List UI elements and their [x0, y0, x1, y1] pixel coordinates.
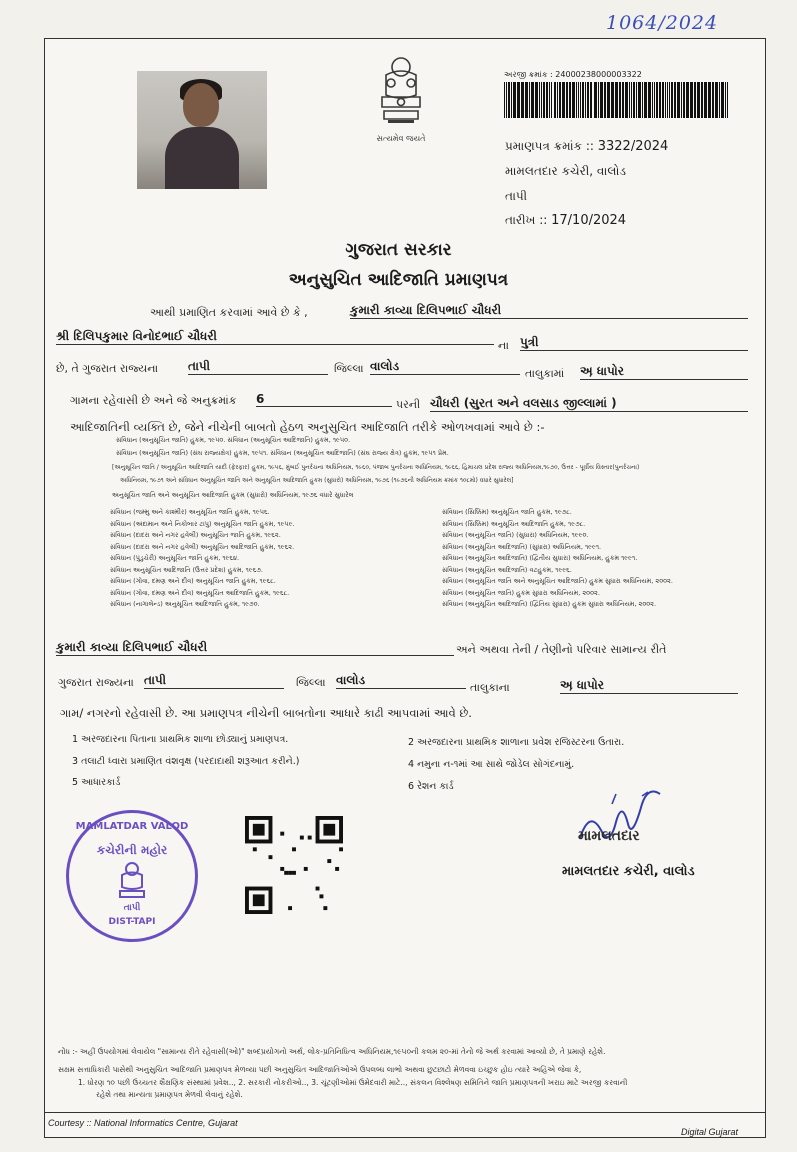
- order-item: સંવિધાન (અંદામાન અને નિકોબાર ટાપુ) અનુસૂચિત જાતિ હુકમ, ૧૯૫૯.: [110, 519, 295, 528]
- tribe-value: ચૌધરી (સુરત અને વલસાડ જીલ્લામાં ): [430, 396, 748, 412]
- footer-note: રહેશે તથા માન્યતા પ્રમાણપત્ર મેળવી લેવાનું રહેશે.: [96, 1090, 243, 1099]
- relation-value: પુત્રી: [520, 335, 748, 351]
- orders-right-column: [442, 508, 762, 612]
- footer-brand: Digital Gujarat: [681, 1127, 739, 1137]
- document-item: 4 નમુના ન-૧માં આ સાથે જોડેલ સોગંદનામું.: [408, 759, 575, 770]
- taluka-label: તાલુકામાં: [525, 367, 565, 380]
- order-item: સંવિધાન (સિક્કિમ) અનુસૂચિત જાતિ હુકમ, ૧૯૭૮.: [442, 508, 572, 516]
- document-item: 2 અરજદારના પ્રાથમિક શાળાના પ્રવેશ રજિસ્ટરના ઉતારા.: [408, 737, 625, 748]
- order-item: સંવિધાન (અનુસૂચિત આદિજાતિ) (દ્વિતિય સુધારા) હુકમ સુધારા અધિનિયમ, ૨૦૦૨.: [442, 600, 657, 608]
- stamp-center-text: કચેરીની મહોર: [96, 843, 168, 857]
- order-line: [અનુસૂચિત જાતિ / અનુસૂચિત આદિજાતિ યાદી (ફેરફાર) હુકમ, ૧૯૫૬, મુંબઈ પુનર્રચના અધિનિયમ, ૧૯૬૦, પંજાબ પુનર્રચના અધિનિયમ, ૧૯૬૬, હિમાચલ પ્રદેશ રાજ્ય અધિનિયમ,૧૯૭૦, ઉત્તર - પૂર્વીય વિસ્તાર(પુનર્રચના): [112, 464, 640, 471]
- order-item: સંવિધાન (અનુસૂચિત આદિજાતિ) (સુધારા) અધિનિયમ, ૧૯૯૧.: [442, 542, 602, 551]
- recognition-text: આદિજાતિની વ્યક્તિ છે, જેને નીચેની બાબતો હેઠળ અનુસુચિત આદિજાતિ તરીકે ઓળખવામાં આવે છે :-: [70, 420, 545, 434]
- signatory-title: મામલતદાર કચેરી, વાલોડ: [562, 864, 695, 879]
- state-label: છે, તે ગુજરાત રાજ્યના: [56, 362, 159, 375]
- issue-date-value: 17/10/2024: [551, 213, 627, 228]
- application-number-label: અરજી ક્રમાંક :: [504, 70, 553, 79]
- footer-courtesy: Courtesy :: National Informatics Centre, Gujarat: [48, 1118, 238, 1128]
- order-item: સંવિધાન (અનુસૂચિત જાતિ) હુકમ સુધારા અધિનિયમ, ૨૦૦૨.: [442, 588, 600, 597]
- certificate-number: [505, 139, 668, 154]
- official-stamp: [66, 810, 198, 942]
- issue-date: [505, 213, 626, 228]
- certify-label: આથી પ્રમાણિત કરવામાં આવે છે કે ,: [150, 306, 308, 319]
- footer-divider: [44, 1112, 766, 1113]
- order-line: અનુસૂચિત જાતિ અને અનુસૂચિત આદિજાતિ હુકમ (સુધારો) અધિનિયમ, ૧૯૭૬ વધારે સુધારેલ: [112, 491, 354, 499]
- issuing-district: તાપી: [505, 189, 528, 203]
- document-item: 3 તલાટી ધ્વારા પ્રમાણિત વંશવૃક્ષ (પરદાદાથી શરૂઆત કરીને.): [72, 756, 300, 767]
- stamp-bottom-text-2: DIST-TAPI: [108, 917, 156, 927]
- document-item: 6 રેશન કાર્ડ: [408, 781, 454, 792]
- order-item: સંવિધાન (જમ્મુ અને કાશ્મીર) અનુસૂચિત જાતિ હુકમ, ૧૯૫૬.: [110, 508, 270, 516]
- father-name: શ્રી દિલિપકુમાર વિનોદભાઈ ચૌધરી: [56, 329, 494, 345]
- order-item: સંવિધાન (દાદરા અને નગર હવેલી) અનુસૂચિત જાતિ હુકમ, ૧૯૬૨.: [110, 531, 281, 539]
- order-item: સંવિધાન (પુંડુચેરી) અનુસૂચિત જાતિ હુકમ, ૧૯૬૪.: [110, 554, 240, 562]
- stamp-top-text: MAMLATDAR VALOD: [75, 821, 189, 832]
- serial-number: 6: [256, 392, 392, 407]
- order-item: સંવિધાન (નાગાલેન્ડ) અનુસૂચિત આદિજાતિ હુકમ, ૧૯૭૦.: [110, 600, 260, 608]
- applicant-name-repeat: કુમારી કાવ્યા દિલિપભાઈ ચૌધરી: [56, 640, 454, 656]
- taluka-value: અ઼ ધાપોર: [580, 364, 748, 380]
- national-emblem-icon: [368, 53, 434, 133]
- district-label: જિલ્લા: [334, 362, 364, 375]
- basis-text: ગામ/ નગરનો રહેવાસી છે. આ પ્રમાણપત્ર નીચેની બાબતોના આધારે કાઢી આપવામાં આવે છે.: [60, 706, 472, 720]
- certificate-number-label: પ્રમાણપત્ર ક્રમાંક ::: [505, 139, 594, 153]
- district-value: વાલોડ: [370, 359, 520, 375]
- issuing-office: મામલતદાર કચેરી, વાલોડ: [505, 164, 626, 178]
- signature-text: મામલતદાર: [578, 828, 640, 844]
- handwritten-reference: 1064/2024: [606, 12, 719, 34]
- footer-note: નોંધ :- અહીં ઉપયોગમાં લેવાયેલ "સામાન્ય રીતે રહેવાસી(ઓ)" શબ્દપ્રયોગનો અર્થ, લોક-પ્રતિનિધિત્વ અધિનિયમ,૧૯૫૦ની કલમ ૨૦-માં તેનો જે અર્થ કરવામાં આવ્યો છે, તે પ્રમાણે રહેશે.: [58, 1047, 606, 1056]
- order-item: સંવિધાન (અનુસૂચિત જાતિ) (સુધારા) અધિનિયમ, ૧૯૯૦.: [442, 531, 589, 539]
- order-line: સંવિધાન (અનુસૂચિત જાતિ) હુકમ, ૧૯૫૦. સંવિધાન (અનુસૂચિત આદિજાતિ) હુકમ, ૧૯૫૦.: [116, 436, 351, 444]
- taluka-value-2: અ઼ ધાપોર: [560, 678, 738, 694]
- order-item: સંવિધાન (દાદરા અને નગર હવેલી) અનુસૂચિત આદિજાતિ હુકમ, ૧૯૬૨.: [110, 542, 295, 551]
- document-item: 5 આધારકાર્ડ: [72, 777, 121, 788]
- state-district-value: તાપી: [188, 359, 328, 375]
- emblem-caption: સત્યમેવ જયતે: [376, 134, 426, 143]
- district-label-2: જિલ્લા: [296, 676, 326, 689]
- order-item: સંવિધાન (ગોવા, દમણ અને દીવ) અનુસૂચિત આદિજાતિ હુકમ, ૧૯૬૮.: [110, 588, 290, 597]
- order-item: સંવિધાન (અનુસૂચિત આદિજાતિ) (દ્વિતીય સુધારા) અધિનિયમ, હુકમ ૧૯૯૧.: [442, 554, 638, 562]
- stamp-emblem-icon: [115, 861, 149, 901]
- application-number-value: 24000238000003322: [555, 70, 642, 79]
- order-item: સંવિધાન (ગોવા, દમણ અને દીવ) અનુસૂચિત જાતિ હુકમ, ૧૯૬૮.: [110, 577, 276, 585]
- footer-note: 1. ધોરણ ૧૦ પછી ઉચ્ચતર શૈક્ષણિક સંસ્થામાં પ્રવેશ.., 2. સરકારી નોકરીઓ.., 3. ચૂંટણીઓમાં ઉમેદવારી માટે.., સંકલન વિશ્લેષણ સમિતિને જાતિ પ્રમાણપત્રની ખરાઇ માટે અરજી કરવાની: [78, 1078, 628, 1087]
- stamp-bottom-text: તાપી: [123, 903, 141, 913]
- na-label: ના: [498, 339, 509, 352]
- state-label-2: ગુજરાત રાજ્યના: [58, 676, 134, 689]
- order-item: સંવિધાન (અનુસૂચિત જાતિ અને અનુસૂચિત આદિજાતિ) હુકમ સુધારા અધિનિયમ, ૨૦૦૨.: [442, 577, 673, 585]
- applicant-photo: [137, 71, 267, 189]
- barcode: [504, 82, 728, 118]
- family-text: અને અથવા તેની / તેણીનો પરિવાર સામાન્ય રીતે: [456, 643, 667, 656]
- issue-date-label: તારીખ ::: [505, 213, 548, 227]
- orders-left-column: [110, 508, 430, 612]
- order-line: સંવિધાન (અનુસૂચિત જાતિ) (સંઘ રાજ્યક્ષેત્ર) હુકમ, ૧૯૫૧. સંવિધાન (અનુસૂચિત આદિજાતિ) (સંઘ રાજ્ય ક્ષેત્ર) હુકમ, ૧૯૫૧ પ્રેમ.: [116, 449, 449, 457]
- government-title: ગુજરાત સરકાર: [345, 240, 452, 260]
- qr-code: [245, 816, 343, 914]
- order-item: સંવિધાન (સિક્કિમ) અનુસૂચિત આદિજાતિ હુકમ, ૧૯૭૮.: [442, 519, 586, 528]
- document-item: 1 અરજદારના પિતાના પ્રાથમિક શાળા છોડ્યાનું પ્રમાણપત્ર.: [72, 734, 289, 745]
- parni-label: પરની: [396, 398, 421, 411]
- village-label: ગામના રહેવાસી છે અને જે અનુક્રમાંક: [70, 394, 237, 407]
- order-item: સંવિધાન (અનુસૂચિત આદિજાતિ) વટહુકમ, ૧૯૯૬.: [442, 565, 572, 574]
- applicant-name: કુમારી કાવ્યા દિલિપભાઈ ચૌધરી: [350, 303, 748, 319]
- certificate-title: અનુસુચિત આદિજાતિ પ્રમાણપત્ર: [288, 270, 509, 290]
- footer-note: સક્ષમ સત્તાધિકારી પાસેથી અનુસુચિત આદિજાતિ પ્રમાણપત્ર મેળવ્યા પછી અનુસુચિત આદિજાતિઓએ ઉપલબ્ધ લાભો અથવા છુટછાટો મેળવવા ઇચ્છુક હોઇ ત્યારે અહિંએ જેવા કે,: [58, 1065, 582, 1074]
- order-line: અધિનિયમ, ૧૯૭૧ અને સંવિધાન અનુસૂચિત જાતિ અને અનુસૂચિત આદિજાતિ હુકમ (સુધારો) અધિનિયમ, ૧૯૭૬ (૧૯૭૬ની અધિનિયમ ક્રમાંક ૧૦૮મો) વધારે સુધારેલ]: [120, 477, 514, 484]
- taluka-label-2: તાલુકાના: [470, 681, 510, 694]
- application-number: [504, 70, 642, 80]
- state-district-value-2: તાપી: [144, 673, 284, 689]
- district-value-2: વાલોડ: [336, 673, 466, 689]
- order-item: સંવિધાન અનુસૂચિત આદિજાતિ (ઉત્તર પ્રદેશ) હુકમ, ૧૯૬૭.: [110, 565, 263, 574]
- certificate-number-value: 3322/2024: [597, 139, 669, 154]
